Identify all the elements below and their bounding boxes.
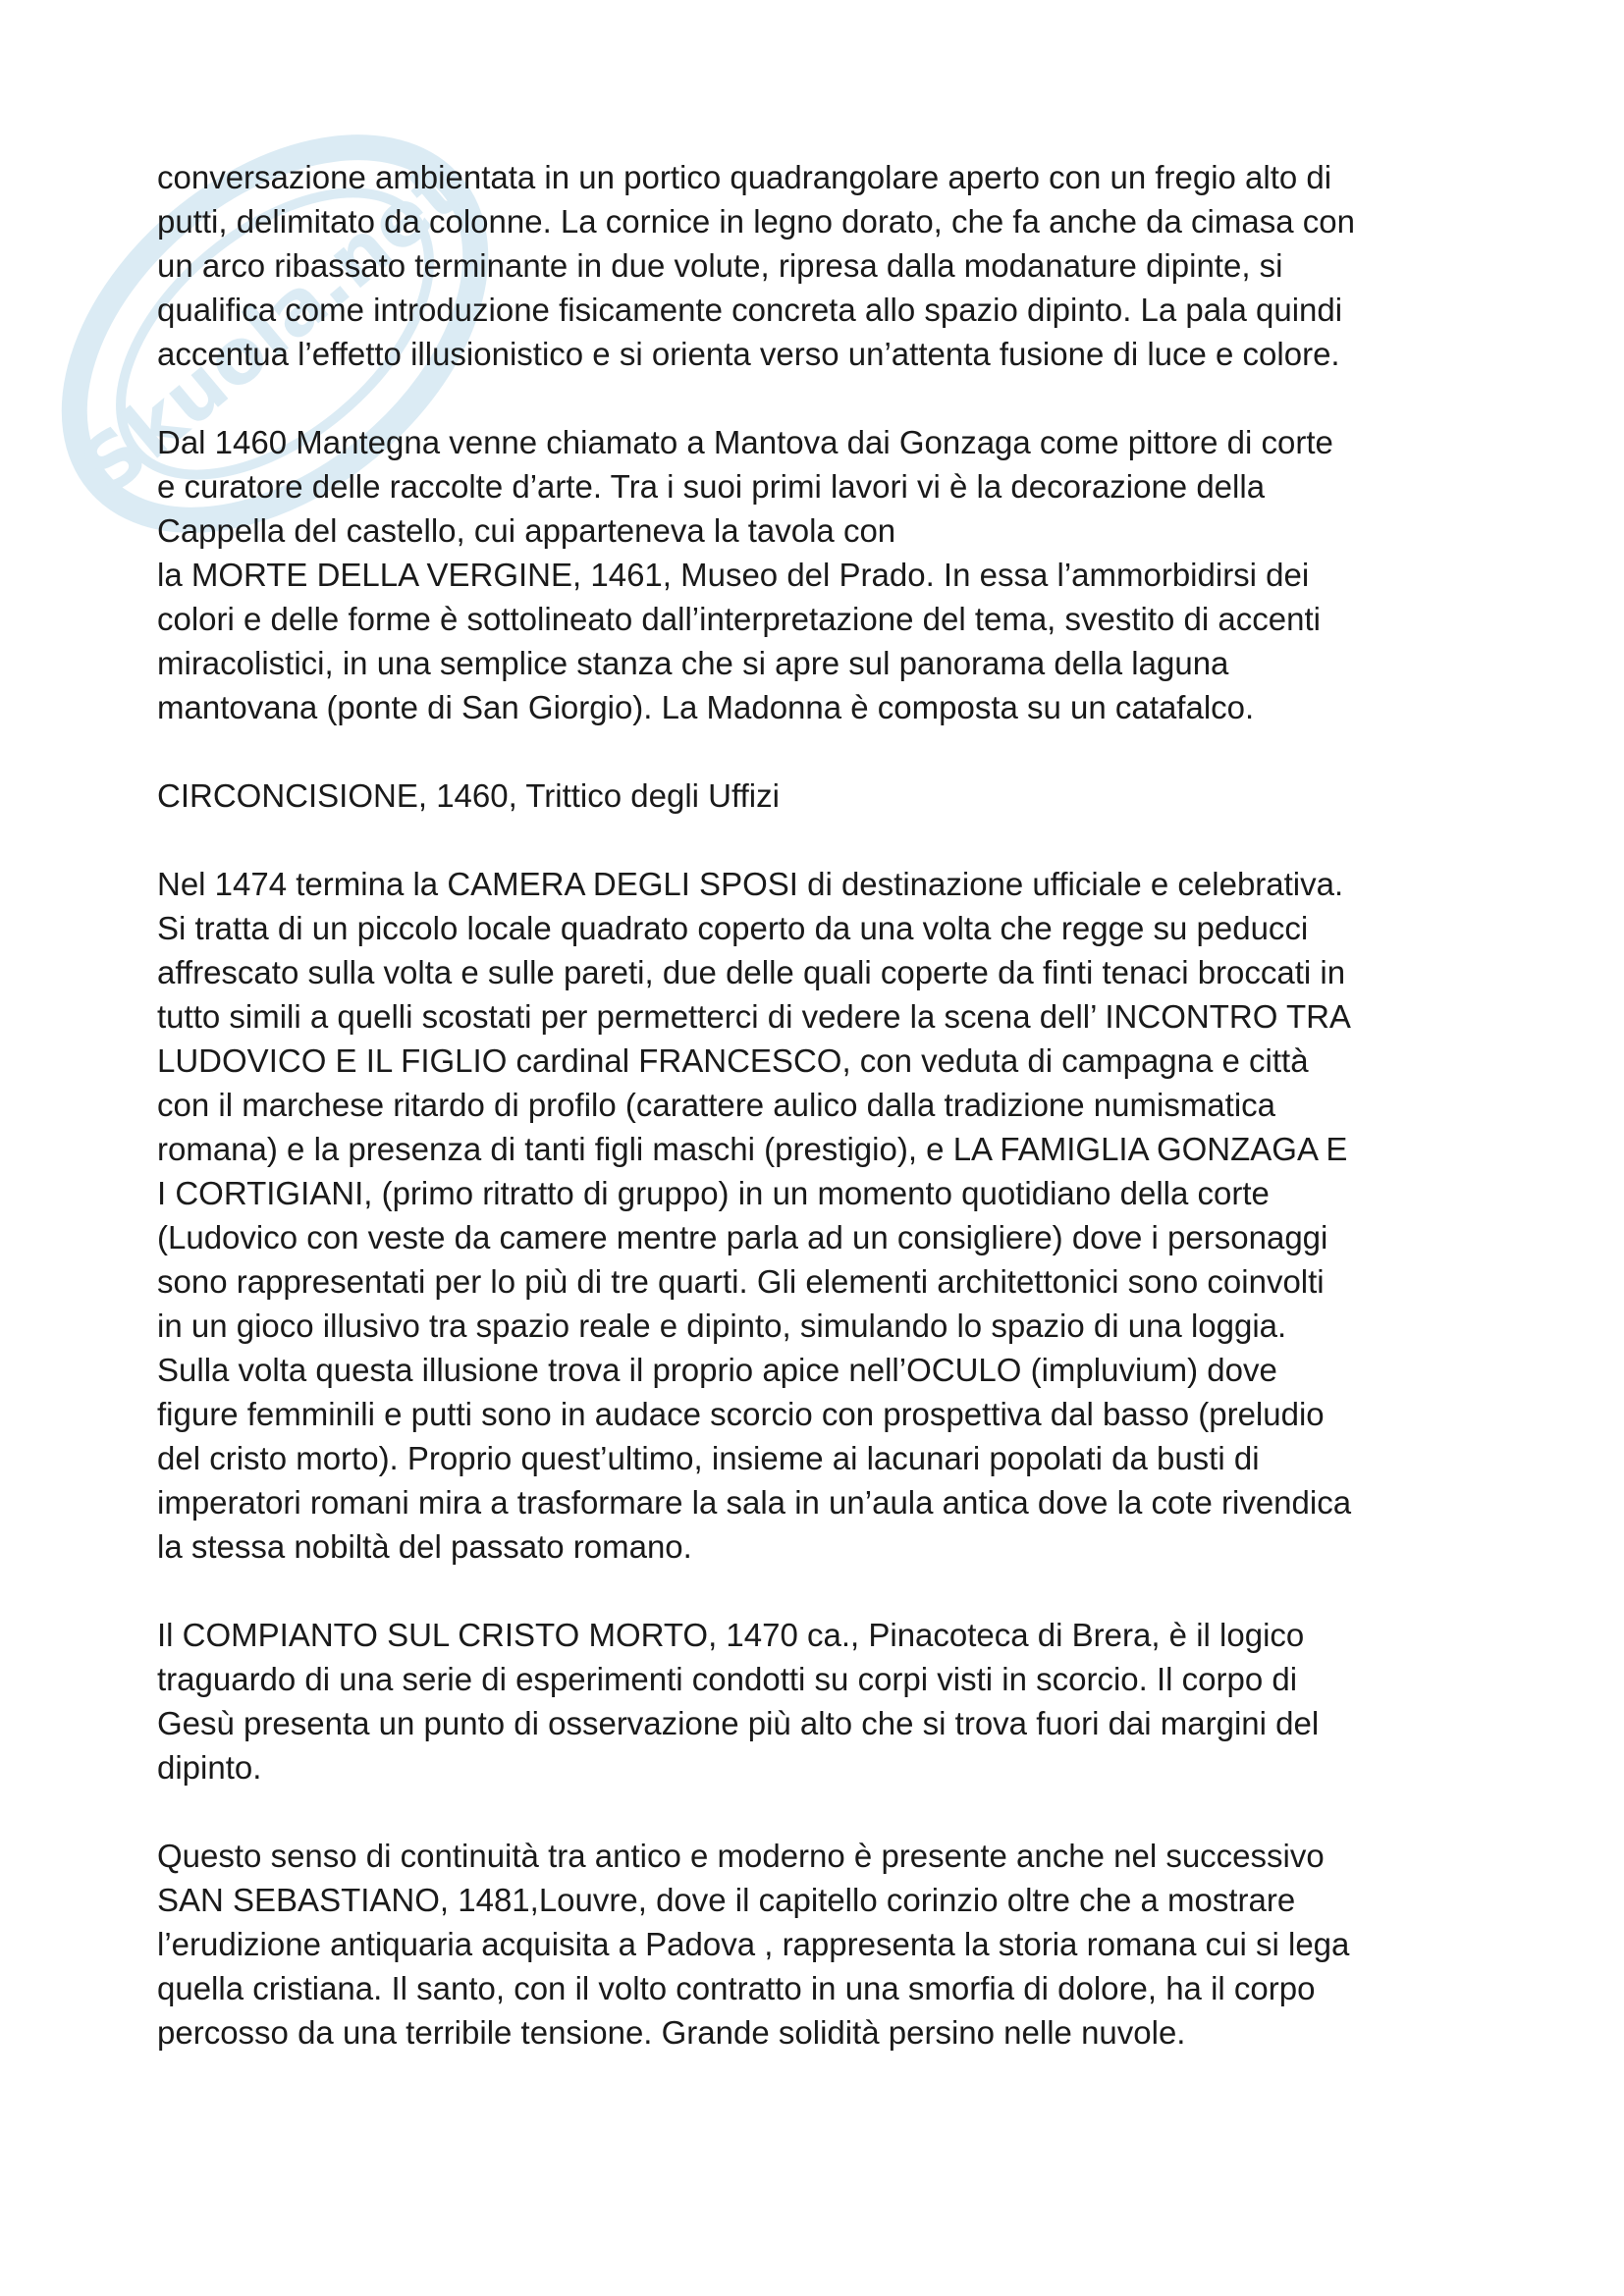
text-line: Dal 1460 Mantegna venne chiamato a Mantova dai Gonzaga come pittore di corte [157,424,1333,460]
text-line: Il COMPIANTO SUL CRISTO MORTO, 1470 ca., Pinacoteca di Brera, è il logico [157,1617,1305,1653]
text-line: del cristo morto). Proprio quest’ultimo, insieme ai lacunari popolati da busti di [157,1440,1260,1476]
text-line: affrescato sulla volta e sulle pareti, due delle quali coperte da finti tenaci broccati in [157,954,1346,990]
text-line: I CORTIGIANI, (primo ritratto di gruppo) in un momento quotidiano della corte [157,1175,1270,1211]
paragraph-san-sebastiano [157,1834,1492,2055]
paragraph-circoncisione [157,774,1492,818]
text-line: Cappella del castello, cui apparteneva la tavola con [157,512,896,549]
text-line: sono rappresentati per lo più di tre quarti. Gli elementi architettonici sono coinvolti [157,1263,1325,1300]
text-line: Si tratta di un piccolo locale quadrato coperto da una volta che regge su peducci [157,910,1309,946]
paragraph-compianto [157,1613,1492,1789]
text-line: l’erudizione antiquaria acquisita a Padova , rappresenta la storia romana cui si lega [157,1926,1350,1962]
paragraph-mantova [157,420,1492,729]
text-line: conversazione ambientata in un portico quadrangolare aperto con un fregio alto di [157,159,1332,195]
text-line: la stessa nobiltà del passato romano. [157,1528,692,1565]
text-line: accentua l’effetto illusionistico e si orienta verso un’attenta fusione di luce e colore. [157,336,1340,372]
text-line: romana) e la presenza di tanti figli maschi (prestigio), e LA FAMIGLIA GONZAGA E [157,1131,1348,1167]
text-line: colori e delle forme è sottolineato dall’interpretazione del tema, svestito di accenti [157,601,1321,637]
text-line: mantovana (ponte di San Giorgio). La Madonna è composta su un catafalco. [157,689,1255,725]
text-line: con il marchese ritardo di profilo (carattere aulico dalla tradizione numismatica [157,1087,1276,1123]
text-line: percosso da una terribile tensione. Grande solidità persino nelle nuvole. [157,2014,1186,2051]
text-line: (Ludovico con veste da camere mentre parla ad un consigliere) dove i personaggi [157,1219,1328,1255]
text-line: miracolistici, in una semplice stanza che si apre sul panorama della laguna [157,645,1229,681]
text-line: imperatori romani mira a trasformare la sala in un’aula antica dove la cote rivendica [157,1484,1352,1521]
watermark-text: Skuola.net [65,146,477,512]
text-line: Nel 1474 termina la CAMERA DEGLI SPOSI di destinazione ufficiale e celebrativa. [157,866,1344,902]
text-line: dipinto. [157,1749,262,1786]
text-line: quella cristiana. Il santo, con il volto contratto in una smorfia di dolore, ha il corpo [157,1970,1316,2006]
text-line: putti, delimitato da colonne. La cornice in legno dorato, che fa anche da cimasa con [157,203,1355,240]
text-line: tutto simili a quelli scostati per permetterci di vedere la scena dell’ INCONTRO TRA [157,998,1351,1035]
text-line: in un gioco illusivo tra spazio reale e dipinto, simulando lo spazio di una loggia. [157,1308,1287,1344]
text-line: figure femminili e putti sono in audace scorcio con prospettiva dal basso (preludio [157,1396,1325,1432]
text-line: la MORTE DELLA VERGINE, 1461, Museo del Prado. In essa l’ammorbidirsi dei [157,557,1310,593]
text-line: SAN SEBASTIANO, 1481,Louvre, dove il capitello corinzio oltre che a mostrare [157,1882,1296,1918]
document-page [157,155,1492,2099]
paragraph-pala [157,155,1492,376]
paragraph-camera-degli-sposi [157,862,1492,1569]
text-line: e curatore delle raccolte d’arte. Tra i suoi primi lavori vi è la decorazione della [157,468,1266,505]
text-line: Questo senso di continuità tra antico e moderno è presente anche nel successivo [157,1838,1325,1874]
text-line: un arco ribassato terminante in due volute, ripresa dalla modanature dipinte, si [157,247,1283,284]
text-line: Gesù presenta un punto di osservazione più alto che si trova fuori dai margini del [157,1705,1320,1741]
text-line: Sulla volta questa illusione trova il proprio apice nell’OCULO (impluvium) dove [157,1352,1277,1388]
text-line: qualifica come introduzione fisicamente concreta allo spazio dipinto. La pala quindi [157,292,1343,328]
text-line: LUDOVICO E IL FIGLIO cardinal FRANCESCO, con veduta di campagna e città [157,1042,1309,1079]
text-line: CIRCONCISIONE, 1460, Trittico degli Uffizi [157,777,780,814]
text-line: traguardo di una serie di esperimenti condotti su corpi visti in scorcio. Il corpo di [157,1661,1298,1697]
